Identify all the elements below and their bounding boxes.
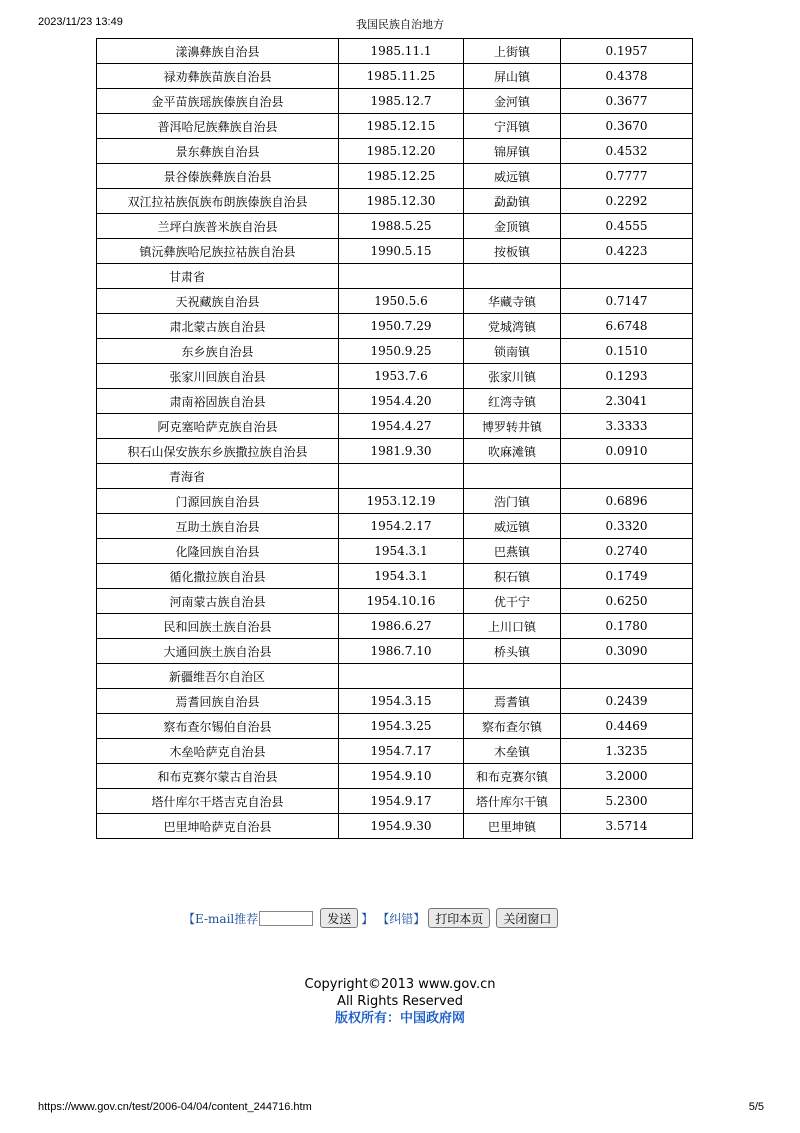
action-bar xyxy=(183,905,561,931)
county-name-cell: 普洱哈尼族彝族自治县 xyxy=(97,114,339,139)
area-cell: 0.1293 xyxy=(561,364,693,389)
seat-town-cell: 金河镇 xyxy=(464,89,561,114)
province-name-cell: 青海省 xyxy=(97,464,339,489)
province-name-cell: 新疆维吾尔自治区 xyxy=(97,664,339,689)
table-row xyxy=(97,764,693,789)
area-cell: 0.0910 xyxy=(561,439,693,464)
seat-town-cell: 威远镇 xyxy=(464,164,561,189)
table-row xyxy=(97,639,693,664)
table-row xyxy=(97,164,693,189)
area-cell: 0.7777 xyxy=(561,164,693,189)
county-name-cell: 大通回族土族自治县 xyxy=(97,639,339,664)
established-date-cell: 1990.5.15 xyxy=(339,239,464,264)
table-row xyxy=(97,439,693,464)
established-date-cell: 1985.12.20 xyxy=(339,139,464,164)
seat-town-cell: 按板镇 xyxy=(464,239,561,264)
county-name-cell: 察布查尔锡伯自治县 xyxy=(97,714,339,739)
table-row xyxy=(97,489,693,514)
established-date-cell: 1954.10.16 xyxy=(339,589,464,614)
established-date-cell: 1954.9.17 xyxy=(339,789,464,814)
county-name-cell: 循化撒拉族自治县 xyxy=(97,564,339,589)
seat-town-cell: 上川口镇 xyxy=(464,614,561,639)
seat-town-cell: 木垒镇 xyxy=(464,739,561,764)
area-cell: 0.7147 xyxy=(561,289,693,314)
area-cell: 0.2740 xyxy=(561,539,693,564)
table-row xyxy=(97,39,693,64)
established-date-cell: 1986.6.27 xyxy=(339,614,464,639)
empty-cell xyxy=(561,464,693,489)
province-row xyxy=(97,464,693,489)
autonomous-areas-table xyxy=(96,38,693,839)
seat-town-cell: 塔什库尔干镇 xyxy=(464,789,561,814)
area-cell: 0.2439 xyxy=(561,689,693,714)
established-date-cell: 1988.5.25 xyxy=(339,214,464,239)
county-name-cell: 巴里坤哈萨克自治县 xyxy=(97,814,339,839)
table-row xyxy=(97,289,693,314)
area-cell: 0.6896 xyxy=(561,489,693,514)
area-cell: 5.2300 xyxy=(561,789,693,814)
established-date-cell: 1985.12.7 xyxy=(339,89,464,114)
table-row xyxy=(97,814,693,839)
area-cell: 0.3090 xyxy=(561,639,693,664)
seat-town-cell: 勐勐镇 xyxy=(464,189,561,214)
established-date-cell: 1954.3.1 xyxy=(339,564,464,589)
close-window-button[interactable]: 关闭窗口 xyxy=(496,908,558,928)
table-row xyxy=(97,614,693,639)
table-row xyxy=(97,789,693,814)
print-header xyxy=(0,16,800,32)
table-row xyxy=(97,414,693,439)
area-cell: 0.6250 xyxy=(561,589,693,614)
county-name-cell: 双江拉祜族佤族布朗族傣族自治县 xyxy=(97,189,339,214)
area-cell: 3.5714 xyxy=(561,814,693,839)
county-name-cell: 河南蒙古族自治县 xyxy=(97,589,339,614)
county-name-cell: 肃南裕固族自治县 xyxy=(97,389,339,414)
province-name-cell: 甘肃省 xyxy=(97,264,339,289)
report-error-link[interactable]: 【纠错】 xyxy=(377,911,426,926)
table-row xyxy=(97,389,693,414)
county-name-cell: 景东彝族自治县 xyxy=(97,139,339,164)
county-name-cell: 兰坪白族普米族自治县 xyxy=(97,214,339,239)
county-name-cell: 镇沅彝族哈尼族拉祜族自治县 xyxy=(97,239,339,264)
county-name-cell: 禄劝彝族苗族自治县 xyxy=(97,64,339,89)
seat-town-cell: 浩门镇 xyxy=(464,489,561,514)
email-recommend-label: 【E-mail推荐 xyxy=(183,911,259,926)
seat-town-cell: 优干宁 xyxy=(464,589,561,614)
established-date-cell: 1954.9.10 xyxy=(339,764,464,789)
table-row xyxy=(97,539,693,564)
table-row xyxy=(97,89,693,114)
established-date-cell: 1954.7.17 xyxy=(339,739,464,764)
area-cell: 2.3041 xyxy=(561,389,693,414)
seat-town-cell: 桥头镇 xyxy=(464,639,561,664)
established-date-cell: 1981.9.30 xyxy=(339,439,464,464)
seat-town-cell: 红湾寺镇 xyxy=(464,389,561,414)
county-name-cell: 焉耆回族自治县 xyxy=(97,689,339,714)
seat-town-cell: 屏山镇 xyxy=(464,64,561,89)
area-cell: 0.4532 xyxy=(561,139,693,164)
copyright-block xyxy=(0,976,800,1027)
table-row xyxy=(97,314,693,339)
table-row xyxy=(97,689,693,714)
established-date-cell: 1986.7.10 xyxy=(339,639,464,664)
email-input[interactable] xyxy=(259,911,313,926)
established-date-cell: 1985.11.1 xyxy=(339,39,464,64)
seat-town-cell: 宁洱镇 xyxy=(464,114,561,139)
established-date-cell: 1985.12.30 xyxy=(339,189,464,214)
area-cell: 0.3670 xyxy=(561,114,693,139)
established-date-cell: 1953.12.19 xyxy=(339,489,464,514)
county-name-cell: 张家川回族自治县 xyxy=(97,364,339,389)
empty-cell xyxy=(464,664,561,689)
established-date-cell: 1954.3.25 xyxy=(339,714,464,739)
seat-town-cell: 金顶镇 xyxy=(464,214,561,239)
copyright-line: Copyright©2013 www.gov.cn xyxy=(304,977,496,992)
table-row xyxy=(97,589,693,614)
county-name-cell: 木垒哈萨克自治县 xyxy=(97,739,339,764)
county-name-cell: 和布克赛尔蒙古自治县 xyxy=(97,764,339,789)
area-cell: 0.1510 xyxy=(561,339,693,364)
county-name-cell: 东乡族自治县 xyxy=(97,339,339,364)
table-row xyxy=(97,139,693,164)
established-date-cell: 1954.3.15 xyxy=(339,689,464,714)
area-cell: 0.1957 xyxy=(561,39,693,64)
established-date-cell: 1950.7.29 xyxy=(339,314,464,339)
seat-town-cell: 巴燕镇 xyxy=(464,539,561,564)
province-row xyxy=(97,664,693,689)
established-date-cell: 1985.12.15 xyxy=(339,114,464,139)
seat-town-cell: 威远镇 xyxy=(464,514,561,539)
print-timestamp: 2023/11/23 13:49 xyxy=(38,16,123,28)
seat-town-cell: 华藏寺镇 xyxy=(464,289,561,314)
county-name-cell: 金平苗族瑶族傣族自治县 xyxy=(97,89,339,114)
empty-cell xyxy=(561,664,693,689)
established-date-cell: 1953.7.6 xyxy=(339,364,464,389)
print-footer xyxy=(0,1101,800,1117)
established-date-cell: 1985.11.25 xyxy=(339,64,464,89)
established-date-cell: 1985.12.25 xyxy=(339,164,464,189)
empty-cell xyxy=(464,264,561,289)
table-row xyxy=(97,64,693,89)
area-cell: 0.3320 xyxy=(561,514,693,539)
empty-cell xyxy=(339,264,464,289)
seat-town-cell: 和布克赛尔镇 xyxy=(464,764,561,789)
county-name-cell: 积石山保安族东乡族撒拉族自治县 xyxy=(97,439,339,464)
established-date-cell: 1954.4.20 xyxy=(339,389,464,414)
established-date-cell: 1950.5.6 xyxy=(339,289,464,314)
seat-town-cell: 上街镇 xyxy=(464,39,561,64)
table-row xyxy=(97,514,693,539)
table-row xyxy=(97,114,693,139)
seat-town-cell: 党城湾镇 xyxy=(464,314,561,339)
rights-line: All Rights Reserved xyxy=(337,994,463,1009)
area-cell: 0.3677 xyxy=(561,89,693,114)
email-bracket-close: 】 xyxy=(361,911,374,926)
empty-cell xyxy=(339,664,464,689)
area-cell: 0.2292 xyxy=(561,189,693,214)
established-date-cell: 1954.3.1 xyxy=(339,539,464,564)
county-name-cell: 民和回族土族自治县 xyxy=(97,614,339,639)
seat-town-cell: 锦屏镇 xyxy=(464,139,561,164)
send-button[interactable]: 发送 xyxy=(320,908,358,928)
county-name-cell: 互助土族自治县 xyxy=(97,514,339,539)
county-name-cell: 塔什库尔干塔吉克自治县 xyxy=(97,789,339,814)
print-page-title: 我国民族自治地方 xyxy=(356,19,444,31)
table-row xyxy=(97,739,693,764)
seat-town-cell: 察布查尔镇 xyxy=(464,714,561,739)
area-cell: 0.1780 xyxy=(561,614,693,639)
area-cell: 6.6748 xyxy=(561,314,693,339)
table-row xyxy=(97,339,693,364)
county-name-cell: 天祝藏族自治县 xyxy=(97,289,339,314)
area-cell: 3.3333 xyxy=(561,414,693,439)
empty-cell xyxy=(339,464,464,489)
county-name-cell: 漾濞彝族自治县 xyxy=(97,39,339,64)
empty-cell xyxy=(561,264,693,289)
print-url: https://www.gov.cn/test/2006-04/04/content_244716.htm xyxy=(38,1101,312,1113)
established-date-cell: 1954.9.30 xyxy=(339,814,464,839)
print-page-button[interactable]: 打印本页 xyxy=(428,908,490,928)
county-name-cell: 阿克塞哈萨克族自治县 xyxy=(97,414,339,439)
established-date-cell: 1950.9.25 xyxy=(339,339,464,364)
province-row xyxy=(97,264,693,289)
owner-line: 版权所有：中国政府网 xyxy=(334,1011,465,1026)
county-name-cell: 化隆回族自治县 xyxy=(97,539,339,564)
seat-town-cell: 博罗转井镇 xyxy=(464,414,561,439)
seat-town-cell: 焉耆镇 xyxy=(464,689,561,714)
table-body xyxy=(97,39,693,839)
seat-town-cell: 吹麻滩镇 xyxy=(464,439,561,464)
table-row xyxy=(97,564,693,589)
print-page-number: 5/5 xyxy=(748,1101,764,1113)
county-name-cell: 景谷傣族彝族自治县 xyxy=(97,164,339,189)
county-name-cell: 门源回族自治县 xyxy=(97,489,339,514)
area-cell: 0.4378 xyxy=(561,64,693,89)
county-name-cell: 肃北蒙古族自治县 xyxy=(97,314,339,339)
empty-cell xyxy=(464,464,561,489)
seat-town-cell: 积石镇 xyxy=(464,564,561,589)
seat-town-cell: 张家川镇 xyxy=(464,364,561,389)
area-cell: 0.4223 xyxy=(561,239,693,264)
area-cell: 1.3235 xyxy=(561,739,693,764)
seat-town-cell: 巴里坤镇 xyxy=(464,814,561,839)
area-cell: 0.4469 xyxy=(561,714,693,739)
table-row xyxy=(97,714,693,739)
table-row xyxy=(97,364,693,389)
table-row xyxy=(97,189,693,214)
area-cell: 0.4555 xyxy=(561,214,693,239)
table-row xyxy=(97,239,693,264)
seat-town-cell: 锁南镇 xyxy=(464,339,561,364)
area-cell: 3.2000 xyxy=(561,764,693,789)
area-cell: 0.1749 xyxy=(561,564,693,589)
established-date-cell: 1954.2.17 xyxy=(339,514,464,539)
established-date-cell: 1954.4.27 xyxy=(339,414,464,439)
table-row xyxy=(97,214,693,239)
